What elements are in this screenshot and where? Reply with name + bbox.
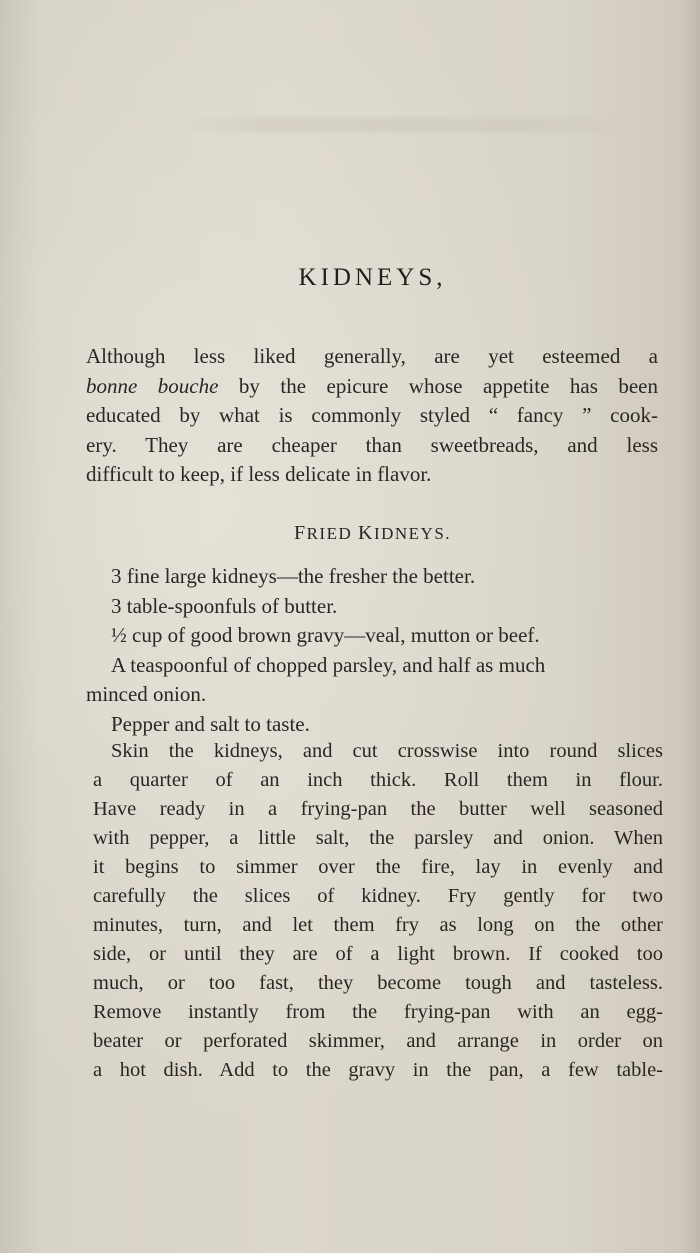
intro-line: difficult to keep, if less delicate in flavor. (86, 462, 432, 486)
method-line: carefully the slices of kidney. Fry gently for two (93, 885, 663, 907)
intro-line: Although less liked generally, are yet esteemed a (86, 344, 658, 368)
method-line: side, or until they are of a light brown. If cooked too (93, 943, 663, 965)
method-line: Have ready in a frying-pan the butter well seasoned (93, 798, 663, 820)
method-line: Skin the kidneys, and cut crosswise into round slices (111, 740, 663, 762)
method-line: it begins to simmer over the fire, lay in evenly and (93, 856, 663, 878)
method-line: a hot dish. Add to the gravy in the pan, a few table- (93, 1059, 663, 1081)
italic-phrase: bonne bouche (86, 373, 219, 398)
method-line: a quarter of an inch thick. Roll them in flour. (93, 769, 663, 791)
ingredient-item-continuation: minced onion. (86, 682, 207, 706)
method-line: minutes, turn, and let them fry as long on the other (93, 914, 663, 936)
method-paragraph (93, 737, 663, 1085)
intro-line: educated by what is commonly styled “ fancy ” cook- (86, 403, 658, 427)
intro-line-rest: by the epicure whose appetite has been (218, 373, 658, 398)
method-line: with pepper, a little salt, the parsley and onion. When (93, 827, 663, 849)
method-line: much, or too fast, they become tough and tasteless. (93, 972, 663, 994)
show-through-text (180, 118, 620, 132)
section-heading: FRIED KIDNEYS. (293, 522, 452, 544)
ingredient-item: ½ cup of good brown gravy—veal, mutton or beef. (111, 623, 540, 647)
method-line: beater or perforated skimmer, and arrange in order on (93, 1030, 663, 1052)
ingredient-item: A teaspoonful of chopped parsley, and half as much (111, 652, 546, 677)
method-line: Remove instantly from the frying-pan with an egg- (93, 1001, 663, 1023)
ingredient-list (86, 562, 662, 739)
intro-paragraph (86, 342, 658, 490)
ingredient-item: Pepper and salt to taste. (111, 711, 310, 736)
intro-line: ery. They are cheaper than sweetbreads, and less (86, 432, 658, 457)
ingredient-item: 3 fine large kidneys—the fresher the better. (111, 564, 476, 588)
ingredient-item: 3 table-spoonfuls of butter. (111, 593, 338, 618)
page-title: KIDNEYS, (298, 264, 447, 291)
intro-line-with-italic (86, 372, 658, 402)
